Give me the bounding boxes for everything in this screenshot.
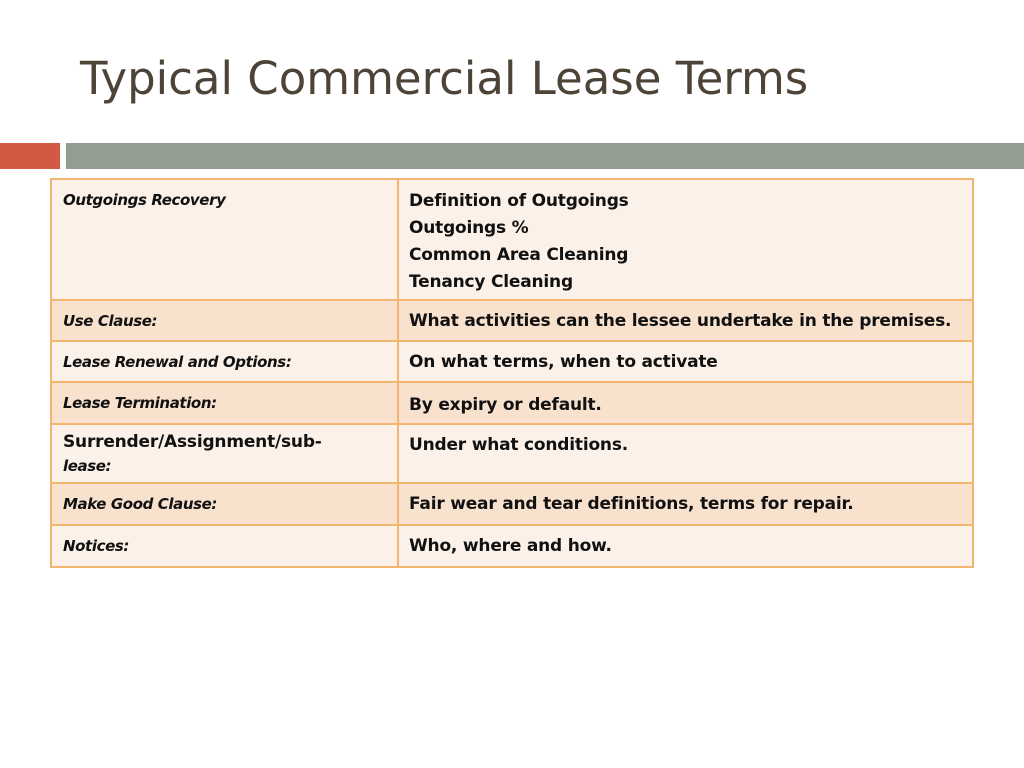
detail-line: On what terms, when to activate	[409, 352, 718, 372]
term-label: Surrender/Assignment/sub-	[63, 432, 322, 452]
divider-bar	[66, 143, 1024, 169]
detail-line: By expiry or default.	[409, 395, 602, 415]
term-label: Notices:	[63, 537, 129, 555]
detail-line: Common Area Cleaning	[409, 245, 629, 265]
term-label: Lease Termination:	[63, 394, 217, 412]
table-row	[51, 341, 973, 382]
details-cell	[398, 300, 973, 341]
detail-line: Under what conditions.	[409, 435, 628, 455]
lease-terms-table	[50, 178, 974, 568]
table-row	[51, 179, 973, 300]
detail-line: Outgoings %	[409, 218, 529, 238]
details-cell	[398, 525, 973, 567]
details-cell	[398, 382, 973, 424]
details-cell	[398, 341, 973, 382]
term-label: Outgoings Recovery	[63, 191, 226, 209]
term-cell	[51, 382, 398, 424]
details-cell	[398, 483, 973, 525]
term-label: Make Good Clause:	[63, 495, 218, 513]
table-row	[51, 300, 973, 341]
term-cell	[51, 483, 398, 525]
slide-title: Typical Commercial Lease Terms	[80, 52, 809, 105]
detail-line: Fair wear and tear definitions, terms for repair.	[409, 494, 854, 514]
term-cell	[51, 341, 398, 382]
table-row	[51, 382, 973, 424]
term-cell	[51, 179, 398, 300]
accent-bar	[0, 143, 60, 169]
detail-line: Definition of Outgoings	[409, 191, 629, 211]
term-label: Use Clause:	[63, 312, 158, 330]
term-label: Lease Renewal and Options:	[63, 353, 292, 371]
term-label-tail: lease:	[63, 457, 112, 475]
detail-line: Tenancy Cleaning	[409, 272, 573, 292]
term-cell	[51, 424, 398, 483]
table-row	[51, 483, 973, 525]
term-cell	[51, 300, 398, 341]
details-cell	[398, 424, 973, 483]
table-row	[51, 424, 973, 483]
details-cell	[398, 179, 973, 300]
table-row	[51, 525, 973, 567]
term-cell	[51, 525, 398, 567]
detail-line: Who, where and how.	[409, 536, 612, 556]
detail-line: What activities can the lessee undertake in the premises.	[409, 311, 952, 331]
